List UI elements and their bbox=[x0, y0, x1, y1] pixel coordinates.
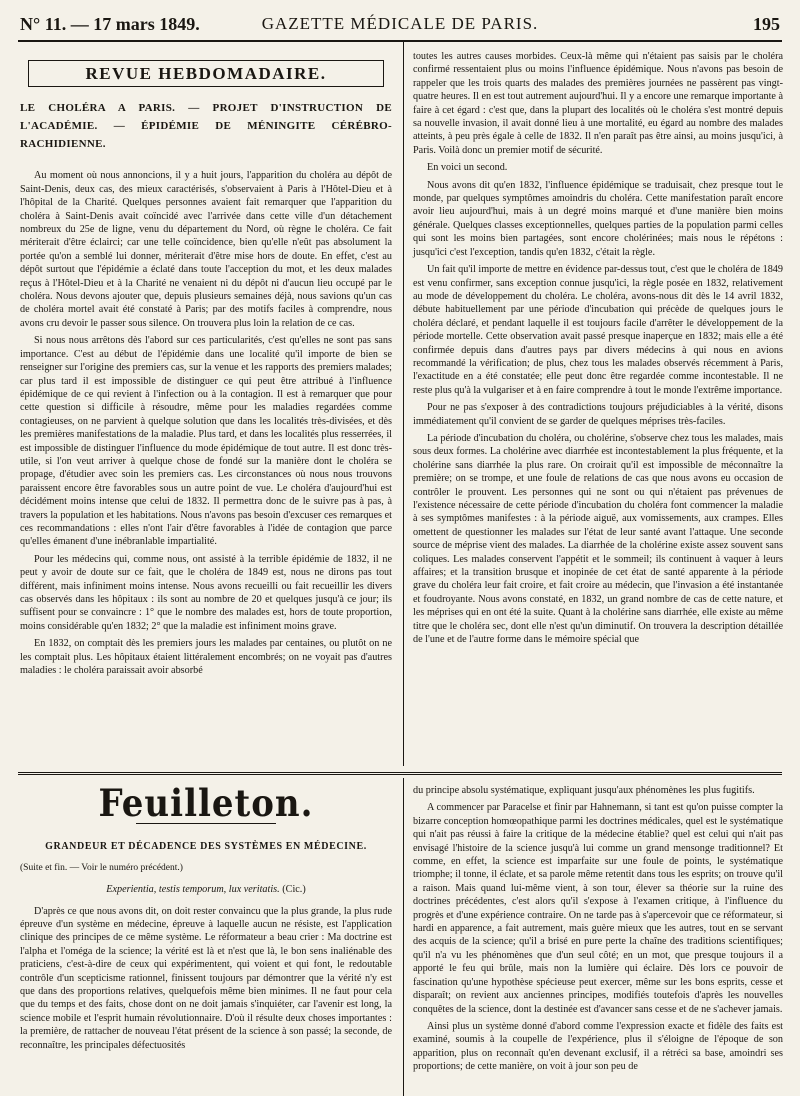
revue-paragraph: En 1832, on comptait dès les premiers jours les malades par centaines, ou plutôt on ne les comptait plus. Les hôpitaux étaient littéralement encombrés; on ne voyait pas d'autres maladies : le choléra paraissait avoir absorbé bbox=[20, 638, 392, 677]
feuilleton-heading: GRANDEUR ET DÉCADENCE DES SYSTÈMES EN MÉDECINE. bbox=[45, 841, 367, 853]
feuilleton-paragraph: A commencer par Paracelse et finir par Hahnemann, si tant est qu'on puisse compter la bizarre conception homœopathique parmi les doctrines médicales, quel est le systématique qui n'ait pas réussi à faire la critique de la médecine établie? quel est celui qui n'ait pas envisagé l'histoire de la science jusqu'à lui comme un grand mensonge traditionnel? Et comme, en effet, la science est imparfaite sur une foule de points, le systématique triomphe; il tonne, il éclate, et sa parole même retentit dans tous les esprits; on trouve qu'il a raison. Mais quand lui-même vient, à son tour, élever sa théorie sur la ruine des doctrines précédentes, c'est alors qu'il s'expose à l'examen critique, à l'influence du progrès et d'une expérience contraire. On ne tarde pas à s'apercevoir que ce réformateur, si hardi en apparence, a fait autrement, mais guère mieux que les autres, tout en se servant des acquis de la science; qu'il a brisé en pure perte la chaîne des traditions scientifiques; qu'il n'a vu les phénomènes que d'un seul côté; en un mot, que presque toujours il a apporté le feu qui brûle, mais non la lumière qui éclaire. Dès lors ce pouvoir de fascination qu'une hypothèse spécieuse peut exercer, même sur les bons esprits, cesse et disparaît; on revient aux anciennes principes, modifiés toutefois d'après les nouvelles conquêtes de la science, dont la destinée est d'avancer sans cesse et de ne s'achever jamais. bbox=[413, 802, 783, 1015]
revue-paragraph: Au moment où nous annoncions, il y a huit jours, l'apparition du choléra au dépôt de Saint-Denis, deux cas, des mieux caractérisés, s'observaient à Paris à l'Hôtel-Dieu et à l'hôpital de la Charité. Quelques personnes avaient fait remarquer que l'apparition du choléra à Saint-Denis avait coïncidé avec l'arrivée dans cette ville d'un détachement nombreux du 25e de ligne, venu du département du Nord, où règne le choléra. Ce fait mériterait d'être éclairci; car une telle coïncidence, bien qu'elle n'eût pas absolument la portée qu'on a semblé lui donner, mériterait d'être mise hors de doute. En effet, c'est au dépôt surtout que l'épidémie a éclaté dans toute l'acception du mot, et les deux malades reçus à l'Hôtel-Dieu et à la Charité ne venaient ni du dépôt ni d'aucun lieu occupé par le choléra. Nous devons ajouter que, depuis plusieurs semaines déjà, nous savions qu'un cas de choléra mortel avait été constaté à Paris; par des motifs faciles à comprendre, nous avons cru devoir le passer sous silence. On trouvera plus loin la relation de ce cas. bbox=[20, 170, 392, 329]
revue-paragraph: Nous avons dit qu'en 1832, l'influence épidémique se traduisait, chez presque tout le monde, par quelques symptômes amoindris du choléra. Cette manifestation paraît encore avoir lieu aujourd'hui, mais à un degré moins marqué et d'une manière bien moins générale. Quelques classes exceptionnelles, quelques parties de la population parmi celles qui sont les moins bien partagées, sont encore cholérinées; mais nous le répétons : jusqu'ici c'est l'exception, tandis qu'en 1832, c'était la règle. bbox=[413, 179, 783, 258]
feuilleton-epigraph bbox=[20, 883, 392, 896]
revue-paragraph: Un fait qu'il importe de mettre en évidence par-dessus tout, c'est que le choléra de 1849 est venu confirmer, sans exception connue jusqu'ici, la règle posée en 1832, relativement au mode de développement du choléra. Le choléra, avons-nous dit dès le 14 avril 1832, débute habituellement par une période d'incubation qui précède de quelques jours le choléra déclaré, et pendant laquelle il est toujours facile d'arrêter le développement de la période mortelle. Cette observation avait passé presque inaperçue en 1832; mais elle a été confirmée depuis dans d'autres pays par divers médecins à qui nous en avions recommandé la vérification; de plus, chez tous les malades observés récemment à Paris, l'exactitude en a été constatée; elle peut donc être regardée comme incontestable. Il ne reste plus qu'à la vulgariser et à en faire comprendre à tout le monde l'extrême importance. bbox=[413, 264, 783, 396]
epigraph-citation: (Cic.) bbox=[282, 884, 306, 896]
feuilleton-paragraph: D'après ce que nous avons dit, on doit rester convaincu que la plus grande, la plus rude épreuve d'un système en médecine, épreuve à laquelle aucun ne résiste, est l'application clinique des principes de ce même système. Le réformateur a beau crier : Ma doctrine est l'alpha et l'oméga de la science; la vérité est là et n'est que là, le bon sens inaliénable des praticiens, c'est-à-dire de ceux qui expérimentent, qui voient et qui font, le redoutable contrôle d'un scepticisme rationnel, finissent toujours par démontrer que la vérité n'y est que dans des proportions relatives, quelquefois même bien minimes. Il ne faut pour cela que du temps et des faits, chose dont on ne doit jamais s'inquiéter, car l'avenir est long, la science mobile et l'esprit humain révolutionnaire. D'où il résulte deux choses importantes : la première, de rattacher de nouveau l'état présent de la science à son passé; la seconde, de reconnaître, les principales défectuosités bbox=[20, 905, 392, 1051]
feuilleton-suite: (Suite et fin. — Voir le numéro précédent.) bbox=[20, 862, 183, 873]
revue-paragraph: En voici un second. bbox=[427, 162, 508, 174]
revue-summary: LE CHOLÉRA A PARIS. — PROJET D'INSTRUCTION DE L'ACADÉMIE. — ÉPIDÉMIE DE MÉNINGITE CÉRÉBRO-RACHIDIENNE. bbox=[20, 102, 392, 151]
column-divider bbox=[403, 42, 404, 766]
revue-paragraph: Pour les médecins qui, comme nous, ont assisté à la terrible épidémie de 1832, il ne peut y avoir de doute sur ce fait, que le choléra de 1849 est, nous ne dirons pas tout différent, mais infiniment moins intense. Nous avons recueilli ou fait recueillir les divers cas observés dans les hôpitaux : ils sont au nombre de 20 et quelques jusqu'à ce jour; ils suffisent pour se convaincre : 1° que le nombre des malades est, hors de toute proportion, moins considérable qu'en 1832; 2° que la maladie est infiniment moins grave. bbox=[20, 553, 392, 632]
revue-paragraph: Si nous nous arrêtons dès l'abord sur ces particularités, c'est qu'elles ne sont pas sans importance. C'est au début de l'épidémie dans une localité qu'il importe de bien se renseigner sur l'origine des premiers cas, sur la venue et les rapports des premiers malades; car plus tard il est impossible de distinguer ce qui peut être attribué à l'influence épidémique de ce qui revient à l'infection ou à la contagion. Il est à remarquer que pour cette question si difficile à résoudre, même pour les maladies regardées comme contagieuses, on ne parvient à quelque solution que dans les localités très-divisées, et dès les premières manifestations de la maladie. Plus tard, et dans les localités plus resserrées, il est impossible de distinguer l'influence du mode épidémique de tout autre. Il est donc très-utile, si l'on veut arriver à quelque chose de fondé sur la manière dont le choléra se propage, d'étudier avec soin les premiers cas. Les circonstances où nous nous trouvons paraissent encore être favorables sous un autre point de vue. Le choléra d'aujourd'hui est décidément moins intense que celui de 1832. Il permettra donc de le suivre pas à pas, à travers la population et les habitations. Nous n'avons pas besoin d'excuser ces remarques et ces recommandations : elles n'ont l'air d'être favorables à l'idée de contagion que parce qu'elles émanent d'une inébranlable impartialité. bbox=[20, 335, 392, 548]
feuilleton-paragraph: du principe absolu systématique, expliquant jusqu'aux phénomènes les plus fugitifs. bbox=[413, 785, 755, 796]
revue-left-column bbox=[20, 50, 392, 677]
revue-paragraph: La période d'incubation du choléra, ou cholérine, s'observe chez tous les malades, mais sous deux formes. La cholérine avec diarrhée est incontestablement la plus fréquente, et la cholérine sans diarrhée la plus rare. On croirait qu'il est impossible de méconnaître la première; on se trompe, et une foule de relations de cas que nous avons eu occasion de contrôler le prouvent. Les personnes qui ne sont ou qui n'étaient pas prévenues de l'existence nécessaire de cette période d'incubation du choléra font commencer la maladie à ses symptômes manifestes : à la période aiguë, aux vomissements, aux crampes. Elles omettent de questionner les malades sur l'état de leur santé avant l'attaque. Une seconde source de méprise vient des malades. La diarrhée de la cholérine existe assez souvent sans coliques. Les malades conservent l'appétit et le sommeil; ils continuent à vaquer à leurs affaires; et la transition brusque et inopinée de cet état de santé apparente à la période grave du choléra leur fait croire, et fait croire au médecin, que l'invasion a été instantanée et foudroyante. Nous avons constaté, en 1832, un grand nombre de cas de cette nature, et les méprises qui en ont été la suite. Quant à la cholérine sans diarrhée, elle existe au même titre que le choléra sec, dont elle n'est qu'un diminutif. On trouvera la description détaillée de l'une et de l'autre forme dans le mémoire spécial que bbox=[413, 432, 783, 646]
revue-paragraph: Pour ne pas s'exposer à des contradictions toujours préjudiciables à la vérité, disons immédiatement qu'il convient de se garder de quelques méprises très-faciles. bbox=[413, 402, 783, 427]
revue-paragraph: toutes les autres causes morbides. Ceux-là même qui n'étaient pas saisis par le choléra confirmé ressentaient plus ou moins l'influence épidémique. Nous n'avons pas besoin de rappeler que les trois quarts des malades des premières journées ne passèrent pas vingt-quatre heures. Il en est tout autrement aujourd'hui. Il y a encore une remarque importante à faire à cet égard : c'est que, dans la plupart des localités où le choléra s'est montré depuis sa nouvelle invasion, il avait donné lieu à une mortalité, eu égard au nombre des malades atteints, à peu près égale à celle de 1832. Il n'en paraît pas être ainsi, au moins jusqu'ici, à Paris. Voilà donc un premier motif de sécurité. bbox=[413, 51, 783, 156]
page-header bbox=[18, 10, 782, 42]
feuilleton-title: Feuilleton. bbox=[98, 781, 314, 826]
epigraph-text: Experientia, testis temporum, lux veritatis. bbox=[106, 884, 280, 896]
feuilleton-right-column bbox=[413, 784, 783, 1074]
newspaper-title: GAZETTE MÉDICALE DE PARIS. bbox=[261, 14, 539, 33]
feuilleton-separator bbox=[18, 772, 782, 775]
feuilleton-paragraph: Ainsi plus un système donné d'abord comme l'expression exacte et fidèle des faits est examiné, soumis à la coupelle de l'expérience, plus il s'éloigne de l'époque de son apparition, plus on reconnaît qu'en devenant exclusif, il a rétréci sa base, amoindri ses proportions; de cette manière, on voit à jour son peu de bbox=[413, 1020, 783, 1073]
page-number: 195 bbox=[753, 14, 780, 34]
issue-number: N° 11. — 17 mars 1849. bbox=[20, 14, 200, 34]
feuilleton-left-column bbox=[20, 781, 392, 1052]
revue-right-column bbox=[413, 50, 783, 646]
column-divider bbox=[403, 778, 404, 1096]
revue-heading: REVUE HEBDOMADAIRE. bbox=[28, 60, 384, 87]
